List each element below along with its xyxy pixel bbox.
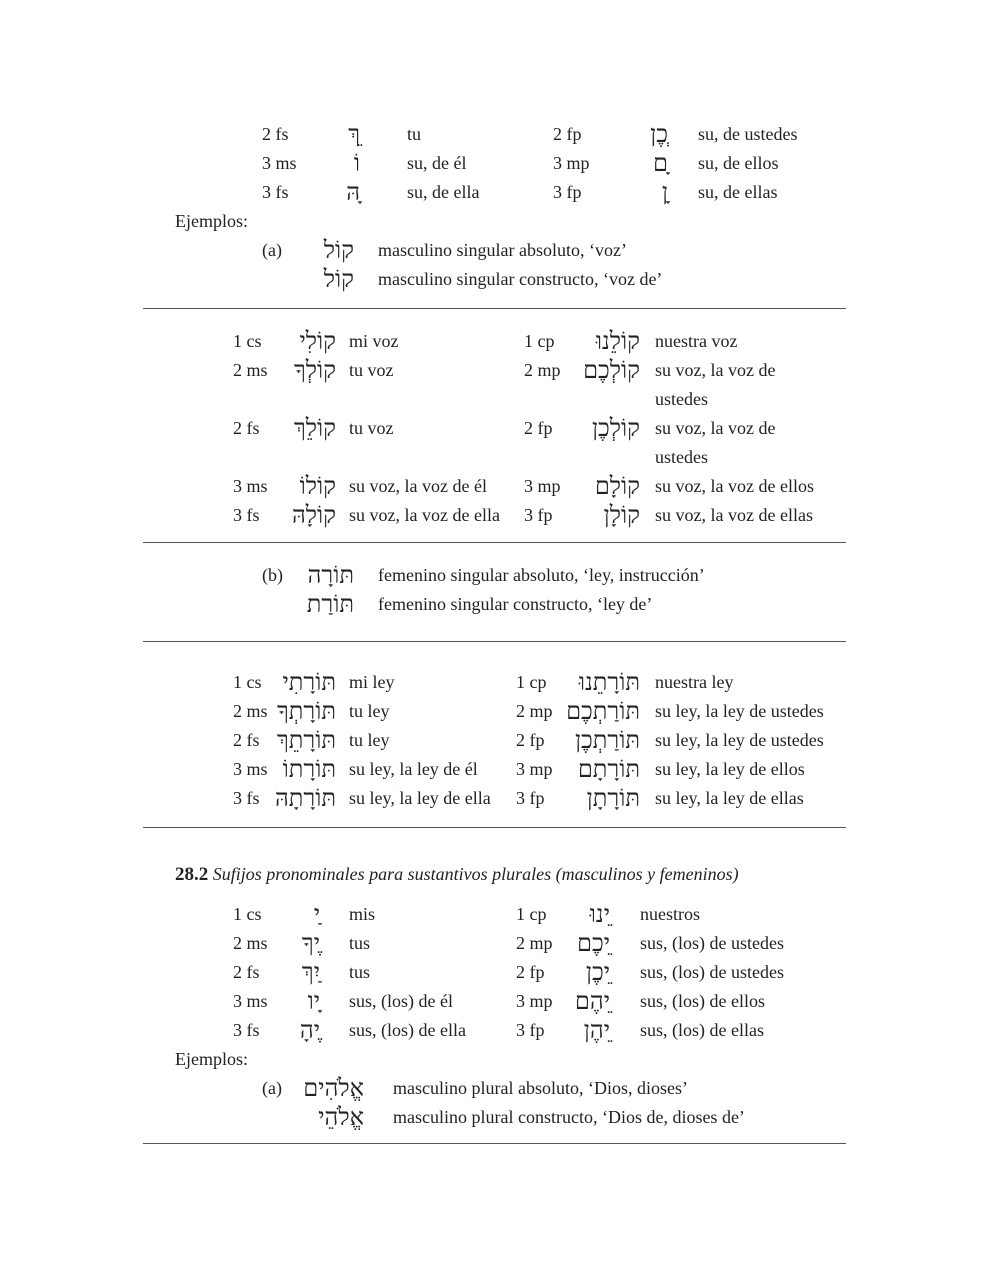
hebrew-suffix: ֵיכֶן: [585, 958, 610, 986]
hebrew-word: קוֹלֵךְ: [294, 414, 336, 442]
table-row: [0, 697, 990, 726]
person-code: 3 fp: [516, 1020, 545, 1040]
person-code: 3 mp: [524, 476, 561, 496]
gloss: su ley, la ley de ellas: [655, 788, 804, 808]
example-marker: (a): [262, 1078, 282, 1098]
gloss: ustedes: [655, 447, 708, 467]
hebrew-word: קוֹלָם: [594, 472, 640, 500]
example-description: masculino singular absoluto, ‘voz’: [378, 240, 627, 260]
gloss: su voz, la voz de ellas: [655, 505, 813, 525]
gloss: su ley, la ley de ella: [349, 788, 491, 808]
hebrew-word: תּוֹרַתְכֶם: [566, 697, 640, 725]
person-code: 1 cs: [233, 672, 262, 692]
gloss: tu ley: [349, 701, 390, 721]
table-row-continuation: [0, 443, 990, 472]
section-number: 28.2: [175, 864, 209, 885]
hebrew-suffix: ָיו: [307, 987, 320, 1015]
gloss: sus, (los) de ustedes: [640, 933, 784, 953]
gloss: su ley, la ley de él: [349, 759, 478, 779]
gloss: su, de ellas: [698, 182, 778, 202]
divider: [143, 308, 846, 309]
hebrew-word: קוֹלְךָ: [294, 356, 336, 384]
person-code: 3 mp: [553, 153, 590, 173]
table-row: [0, 327, 990, 356]
table-row: [0, 149, 990, 178]
divider: [143, 641, 846, 642]
person-code: 3 fs: [262, 182, 289, 202]
hebrew-word: תּוֹרָתָם: [577, 755, 640, 783]
gloss: su voz, la voz de él: [349, 476, 487, 496]
person-code: 3 ms: [262, 153, 297, 173]
table-row: [0, 958, 990, 987]
person-code: 2 ms: [233, 701, 268, 721]
table-row: [0, 668, 990, 697]
example-description: masculino plural absoluto, ‘Dios, dioses’: [393, 1078, 688, 1098]
gloss: su voz, la voz de: [655, 360, 776, 380]
table-row: [0, 501, 990, 530]
example-description: femenino singular absoluto, ‘ley, instrucción’: [378, 565, 705, 585]
hebrew-suffix: ָן: [661, 178, 668, 206]
example-row: [0, 265, 990, 294]
person-code: 2 fs: [262, 124, 289, 144]
gloss: su, de él: [407, 153, 467, 173]
person-code: 3 ms: [233, 759, 268, 779]
example-marker: (b): [262, 565, 283, 585]
divider: [143, 542, 846, 543]
table-row: [0, 900, 990, 929]
gloss: su ley, la ley de ustedes: [655, 730, 824, 750]
person-code: 3 ms: [233, 991, 268, 1011]
hebrew-suffix: ֵיכֶם: [577, 929, 610, 957]
gloss: nuestra voz: [655, 331, 738, 351]
person-code: 3 fs: [233, 1020, 260, 1040]
gloss: su, de ellos: [698, 153, 779, 173]
gloss: sus, (los) de ustedes: [640, 962, 784, 982]
table-row: [0, 178, 990, 207]
divider: [143, 1143, 846, 1144]
gloss: tu voz: [349, 360, 394, 380]
hebrew-word: קוֹלְכֶם: [583, 356, 640, 384]
hebrew-word: תּוֹרָתֵנוּ: [578, 668, 640, 696]
person-code: 3 fp: [553, 182, 582, 202]
gloss: sus, (los) de él: [349, 991, 453, 1011]
hebrew-word: תּוֹרָתוֹ: [282, 755, 336, 783]
hebrew-suffix: ַי: [313, 900, 320, 928]
person-code: 3 mp: [516, 991, 553, 1011]
hebrew-suffix: ֵךְ: [348, 120, 360, 148]
gloss: tu ley: [349, 730, 390, 750]
gloss: su, de ella: [407, 182, 480, 202]
hebrew-word: אֱלֹהֵי: [318, 1103, 364, 1131]
section-title: Sufijos pronominales para sustantivos plurales (masculinos y femeninos): [212, 864, 739, 884]
hebrew-suffix: וֹ: [353, 149, 360, 177]
hebrew-word: תּוֹרָתָהּ: [274, 784, 336, 812]
table-row: [0, 414, 990, 443]
hebrew-word: קוֹל: [323, 265, 354, 293]
person-code: 2 fp: [516, 730, 545, 750]
hebrew-word: תּוֹרַת: [306, 590, 354, 618]
gloss: su voz, la voz de ella: [349, 505, 500, 525]
example-row: [0, 1103, 990, 1132]
person-code: 3 fs: [233, 505, 260, 525]
examples-label: Ejemplos:: [175, 1049, 248, 1069]
example-row: [0, 236, 990, 265]
person-code: 2 fs: [233, 730, 260, 750]
person-code: 2 fs: [233, 962, 260, 982]
example-description: masculino singular constructo, ‘voz de’: [378, 269, 663, 289]
gloss: sus, (los) de ella: [349, 1020, 466, 1040]
person-code: 2 fp: [516, 962, 545, 982]
gloss: nuestra ley: [655, 672, 734, 692]
hebrew-word: תּוֹרַתְכֶן: [574, 726, 640, 754]
gloss: mis: [349, 904, 376, 924]
person-code: 2 fp: [524, 418, 553, 438]
hebrew-suffix: ְכֶן: [650, 120, 668, 148]
table-row: [0, 755, 990, 784]
person-code: 3 fs: [233, 788, 260, 808]
gloss: sus, (los) de ellos: [640, 991, 765, 1011]
gloss: mi voz: [349, 331, 399, 351]
person-code: 2 mp: [524, 360, 561, 380]
table-row: [0, 929, 990, 958]
example-row: [0, 561, 990, 590]
gloss: mi ley: [349, 672, 395, 692]
person-code: 1 cp: [516, 672, 547, 692]
table-row-continuation: [0, 385, 990, 414]
example-description: femenino singular constructo, ‘ley de’: [378, 594, 653, 614]
gloss: ustedes: [655, 389, 708, 409]
gloss: su voz, la voz de: [655, 418, 776, 438]
person-code: 3 ms: [233, 476, 268, 496]
hebrew-word: קוֹלְכֶן: [591, 414, 640, 442]
table-row: [0, 1016, 990, 1045]
hebrew-word: אֱלֹהִים: [303, 1074, 364, 1102]
table-row: [0, 987, 990, 1016]
example-marker: (a): [262, 240, 282, 260]
hebrew-word: תּוֹרָה: [307, 561, 354, 589]
example-row: [0, 1074, 990, 1103]
hebrew-word: קוֹלוֹ: [299, 472, 336, 500]
table-row: [0, 726, 990, 755]
person-code: 2 fs: [233, 418, 260, 438]
gloss: nuestros: [640, 904, 700, 924]
table-row: [0, 356, 990, 385]
gloss: su voz, la voz de ellos: [655, 476, 814, 496]
person-code: 2 fp: [553, 124, 582, 144]
person-code: 2 mp: [516, 701, 553, 721]
section-heading: [175, 860, 739, 889]
person-code: 2 ms: [233, 933, 268, 953]
gloss: sus, (los) de ellas: [640, 1020, 764, 1040]
person-code: 2 mp: [516, 933, 553, 953]
table-row: [0, 472, 990, 501]
hebrew-suffix: ֶיהָ: [299, 1016, 320, 1044]
table-row: [0, 120, 990, 149]
person-code: 2 ms: [233, 360, 268, 380]
hebrew-suffix: ָם: [653, 149, 668, 177]
person-code: 1 cs: [233, 331, 262, 351]
hebrew-word: קוֹלֵנוּ: [595, 327, 640, 355]
person-code: 1 cs: [233, 904, 262, 924]
table-row: [0, 784, 990, 813]
hebrew-suffix: ָהּ: [346, 178, 360, 206]
hebrew-suffix: ַיִךְ: [301, 958, 320, 986]
hebrew-word: קוֹלִי: [299, 327, 336, 355]
person-code: 3 fp: [516, 788, 545, 808]
examples-label: Ejemplos:: [175, 211, 248, 231]
hebrew-word: קוֹלָן: [603, 501, 640, 529]
gloss: tus: [349, 962, 371, 982]
hebrew-word: תּוֹרָתָן: [586, 784, 640, 812]
gloss: su ley, la ley de ustedes: [655, 701, 824, 721]
gloss: tu voz: [349, 418, 394, 438]
hebrew-word: תּוֹרָתְךָ: [277, 697, 336, 725]
hebrew-word: קוֹל: [323, 236, 354, 264]
hebrew-suffix: ֵיהֶם: [574, 987, 610, 1015]
hebrew-suffix: ֵינוּ: [589, 900, 610, 928]
gloss: su ley, la ley de ellos: [655, 759, 805, 779]
person-code: 3 fp: [524, 505, 553, 525]
hebrew-word: קוֹלָהּ: [291, 501, 336, 529]
hebrew-word: תּוֹרָתִי: [282, 668, 336, 696]
gloss: tu: [407, 124, 422, 144]
person-code: 1 cp: [516, 904, 547, 924]
hebrew-suffix: ֶיךָ: [301, 929, 320, 957]
divider: [143, 827, 846, 828]
gloss: su, de ustedes: [698, 124, 798, 144]
hebrew-suffix: ֵיהֶן: [583, 1016, 610, 1044]
person-code: 1 cp: [524, 331, 555, 351]
example-description: masculino plural constructo, ‘Dios de, dioses de’: [393, 1107, 745, 1127]
example-row: [0, 590, 990, 619]
person-code: 3 mp: [516, 759, 553, 779]
hebrew-word: תּוֹרָתֵךְ: [277, 726, 336, 754]
gloss: tus: [349, 933, 371, 953]
